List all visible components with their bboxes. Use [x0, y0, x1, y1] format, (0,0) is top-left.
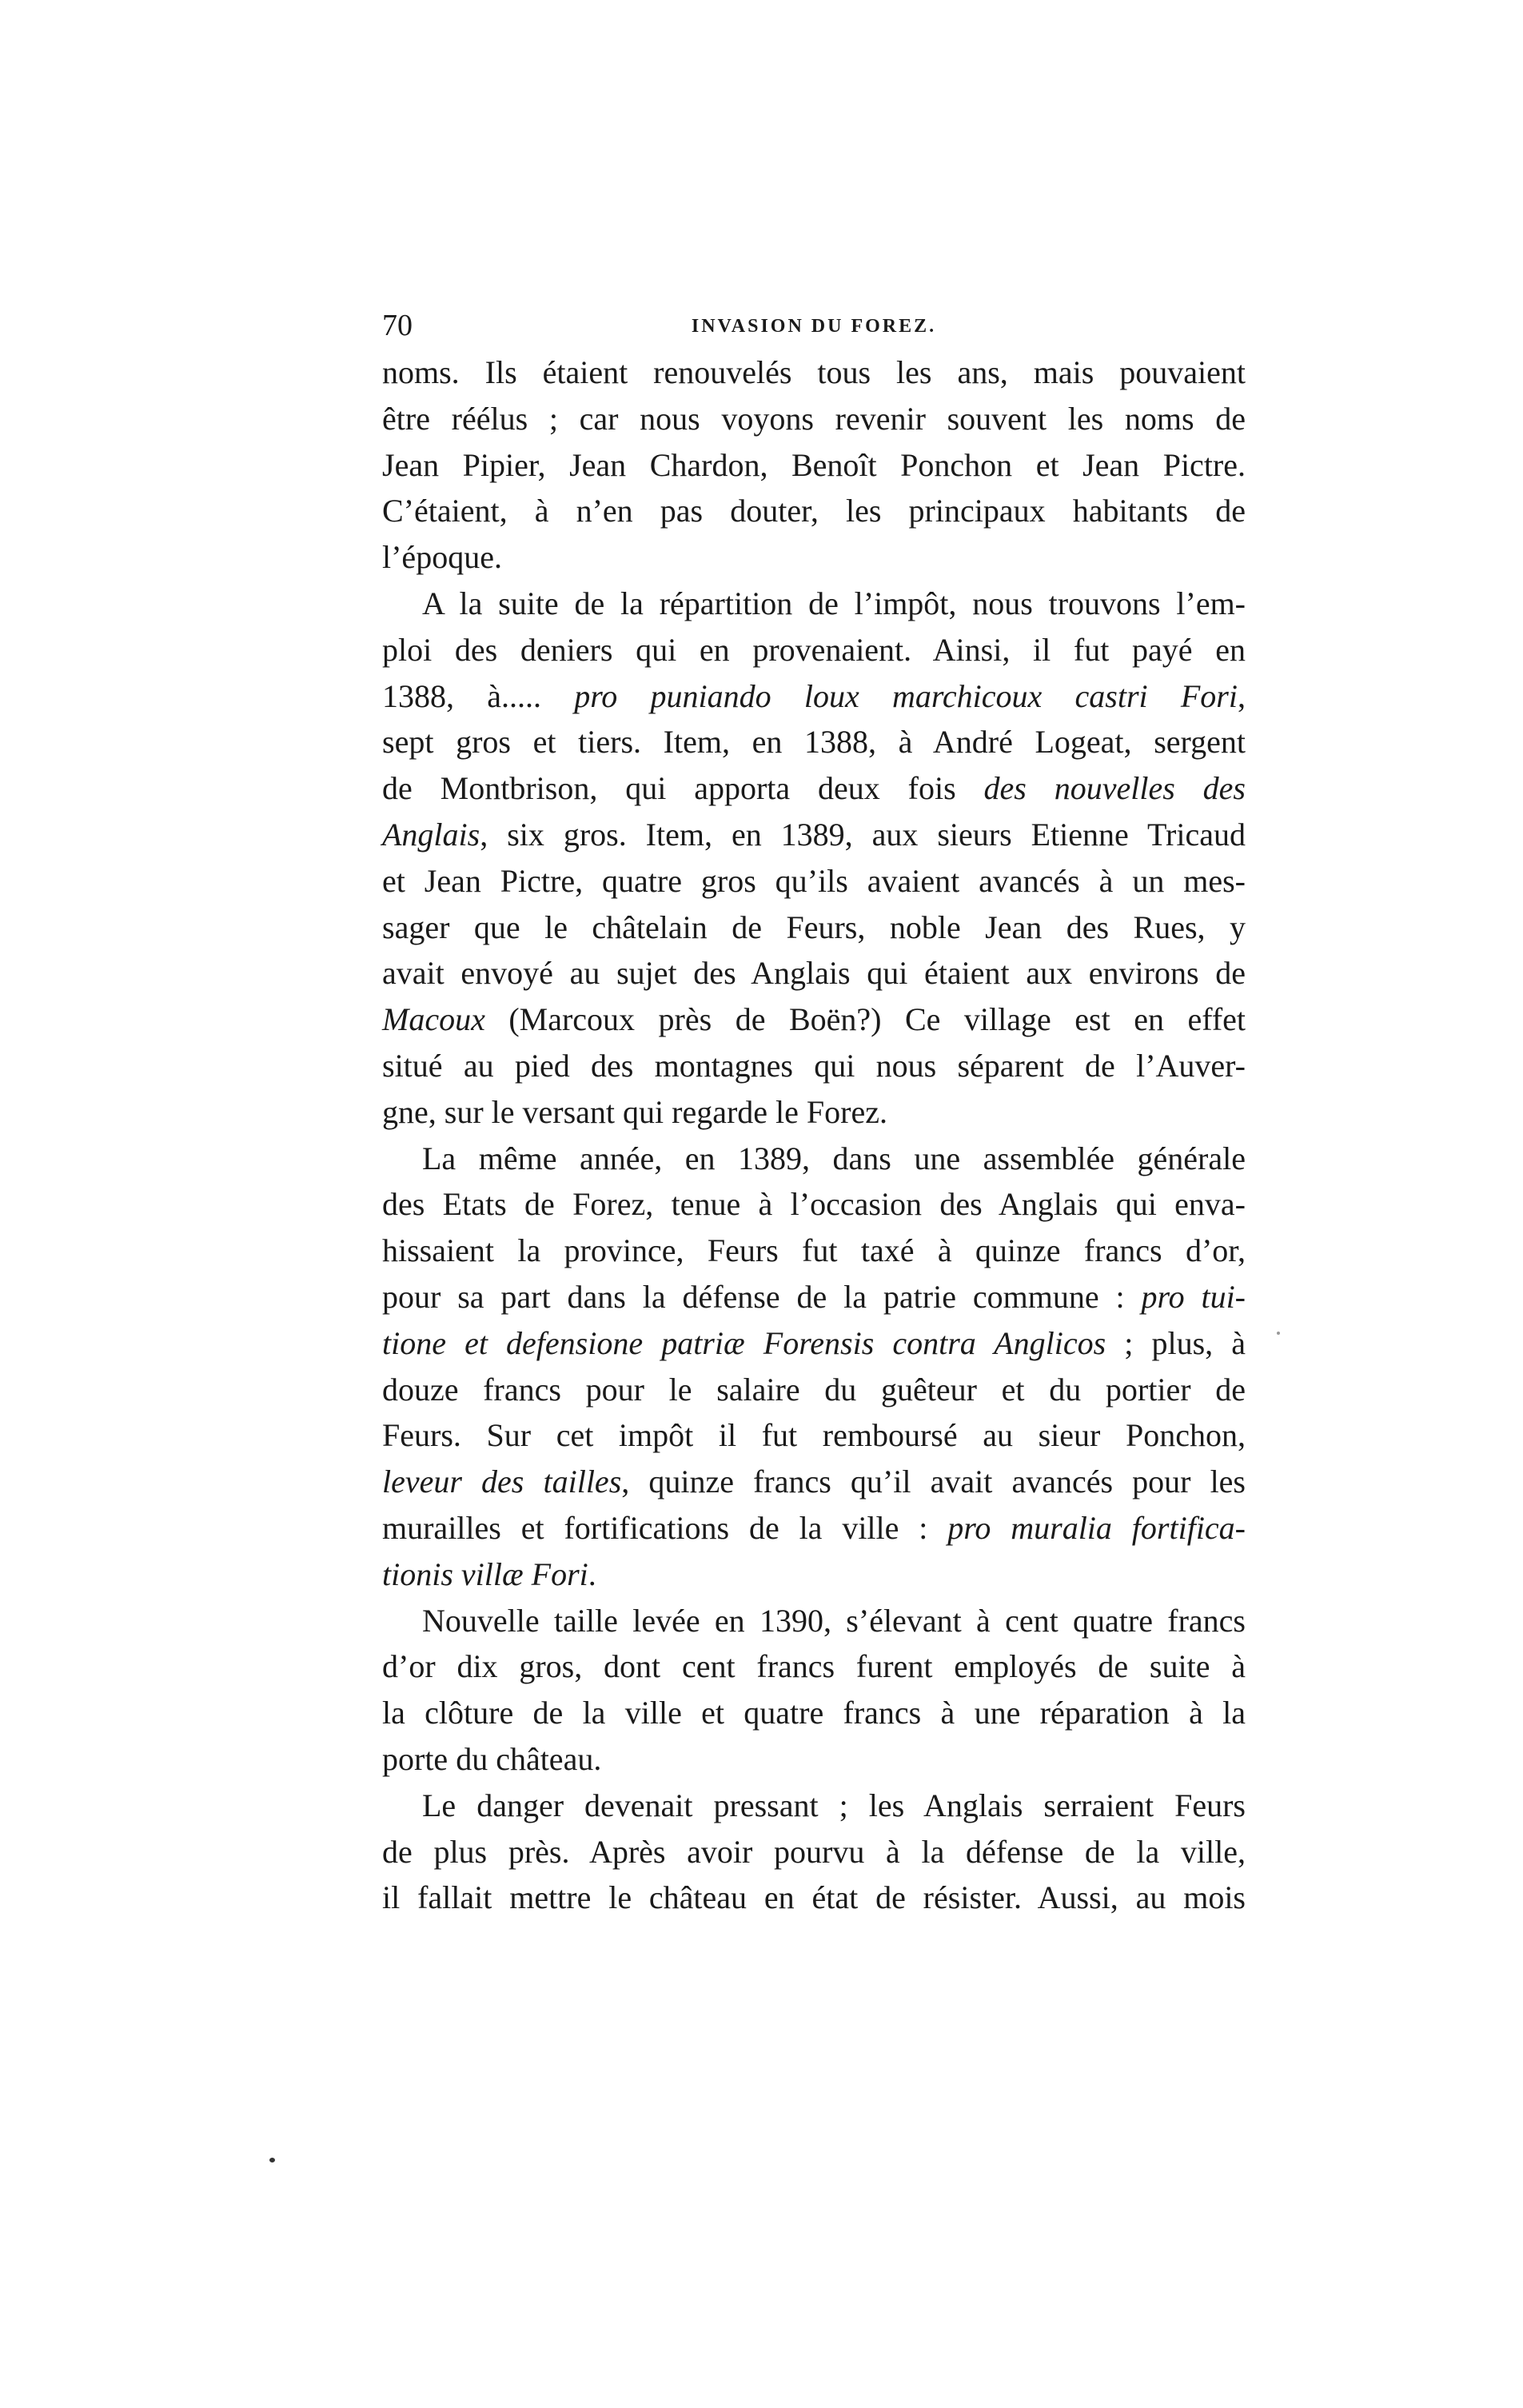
text-segment: de Montbrison, qui apporta deux fois: [382, 770, 984, 807]
text-segment: noms. Ils étaient renouvelés tous les ans, mais pouvaient: [382, 354, 1246, 390]
text-line: [382, 1598, 1246, 1644]
text-segment: Nouvelle taille levée en 1390, s’élevant à cent quatre francs: [422, 1602, 1246, 1639]
italic-text: Macoux: [382, 1001, 485, 1038]
italic-text: tione et defensione patriæ Forensis contra Anglicos: [382, 1324, 1106, 1361]
text-line: [382, 765, 1246, 812]
text-segment: de plus près. Après avoir pourvu à la défense de la ville,: [382, 1833, 1246, 1870]
text-segment: d’or dix gros, dont cent francs furent employés de suite à: [382, 1648, 1246, 1685]
text-segment: gne, sur le versant qui regarde le Forez.: [382, 1093, 887, 1130]
text-segment: la clôture de la ville et quatre francs à une réparation à la: [382, 1695, 1246, 1731]
text-segment: pour sa part dans la défense de la patrie commune :: [382, 1278, 1142, 1315]
italic-text: leveur des tailles: [382, 1464, 622, 1500]
text-segment: être réélus ; car nous voyons revenir souvent les noms de: [382, 400, 1246, 437]
text-line: [382, 673, 1246, 720]
text-line: [382, 627, 1246, 673]
text-segment: 1388, à.....: [382, 677, 575, 714]
italic-text: pro muralia fortifica-: [947, 1509, 1246, 1546]
text-line: [382, 1367, 1246, 1413]
text-segment: avait envoyé au sujet des Anglais qui étaient aux environs de: [382, 955, 1246, 992]
text-line: [382, 442, 1246, 489]
text-segment: hissaient la province, Feurs fut taxé à quinze francs d’or,: [382, 1232, 1246, 1269]
text-segment: ; plus, à: [1106, 1324, 1246, 1361]
text-line: [382, 1829, 1246, 1875]
text-segment: porte du château.: [382, 1740, 602, 1777]
page-header: [382, 305, 1246, 345]
text-line: [382, 1643, 1246, 1690]
text-line: [382, 1412, 1246, 1459]
text-line: [382, 1089, 1246, 1136]
text-line: [382, 1690, 1246, 1736]
text-line: [382, 396, 1246, 442]
italic-text: Anglais: [382, 816, 480, 853]
text-line: [382, 719, 1246, 765]
scan-speck: [1277, 1332, 1280, 1335]
text-line: [382, 950, 1246, 996]
text-line: [382, 1783, 1246, 1829]
text-line: [382, 488, 1246, 534]
text-line: [382, 1181, 1246, 1228]
text-segment: Feurs. Sur cet impôt il fut remboursé au sieur Ponchon,: [382, 1417, 1246, 1454]
italic-text: pro puniando loux marchicoux castri Fori: [574, 677, 1238, 714]
text-segment: C’étaient, à n’en pas douter, les principaux habitants de: [382, 493, 1246, 529]
text-line: [382, 1274, 1246, 1320]
text-line: [382, 1228, 1246, 1274]
text-line: [382, 904, 1246, 951]
text-segment: il fallait mettre le château en état de résister. Aussi, au mois: [382, 1879, 1246, 1916]
text-segment: ploi des deniers qui en provenaient. Ainsi, il fut payé en: [382, 631, 1246, 668]
italic-text: pro tui-: [1141, 1278, 1246, 1315]
text-segment: douze francs pour le salaire du guêteur et du portier de: [382, 1371, 1246, 1408]
text-line: [382, 812, 1246, 858]
running-title: INVASION DU FOREZ.: [691, 316, 937, 337]
scan-speck: [269, 2158, 275, 2162]
text-segment: , six gros. Item, en 1389, aux sieurs Etienne Tricaud: [480, 816, 1246, 853]
text-line: [382, 858, 1246, 904]
text-segment: situé au pied des montagnes qui nous séparent de l’Auver-: [382, 1047, 1246, 1084]
page-number: 70: [382, 309, 413, 342]
text-segment: La même année, en 1389, dans une assemblée générale: [422, 1140, 1246, 1176]
text-segment: murailles et fortifications de la ville :: [382, 1509, 948, 1546]
text-segment: A la suite de la répartition de l’impôt, nous trouvons l’em-: [422, 585, 1246, 621]
text-line: [382, 1459, 1246, 1505]
text-line: [382, 349, 1246, 396]
text-segment: (Marcoux près de Boën?) Ce village est en effet: [484, 1001, 1246, 1038]
text-segment: et Jean Pictre, quatre gros qu’ils avaient avancés à un mes-: [382, 862, 1246, 899]
text-segment: sept gros et tiers. Item, en 1388, à André Logeat, sergent: [382, 724, 1246, 761]
text-segment: , quinze francs qu’il avait avancés pour les: [621, 1464, 1246, 1500]
text-segment: .: [588, 1555, 596, 1592]
text-line: [382, 1136, 1246, 1182]
text-segment: sager que le châtelain de Feurs, noble Jean des Rues, y: [382, 908, 1246, 945]
text-line: [382, 1551, 1246, 1598]
text-line: [382, 1043, 1246, 1089]
text-segment: Jean Pipier, Jean Chardon, Benoît Ponchon et Jean Pictre.: [382, 446, 1246, 483]
text-line: [382, 1320, 1246, 1367]
text-line: [382, 1736, 1246, 1783]
text-line: [382, 1875, 1246, 1921]
text-segment: l’époque.: [382, 539, 502, 576]
text-segment: ,: [1238, 677, 1246, 714]
text-line: [382, 1505, 1246, 1551]
text-line: [382, 581, 1246, 627]
text-segment: Le danger devenait pressant ; les Anglais serraient Feurs: [422, 1787, 1246, 1823]
italic-text: des nouvelles des: [983, 770, 1246, 807]
text-line: [382, 996, 1246, 1043]
body-text: [382, 349, 1246, 1921]
text-line: [382, 534, 1246, 581]
italic-text: tionis villæ Fori: [382, 1555, 588, 1592]
text-segment: des Etats de Forez, tenue à l’occasion des Anglais qui enva-: [382, 1186, 1246, 1223]
